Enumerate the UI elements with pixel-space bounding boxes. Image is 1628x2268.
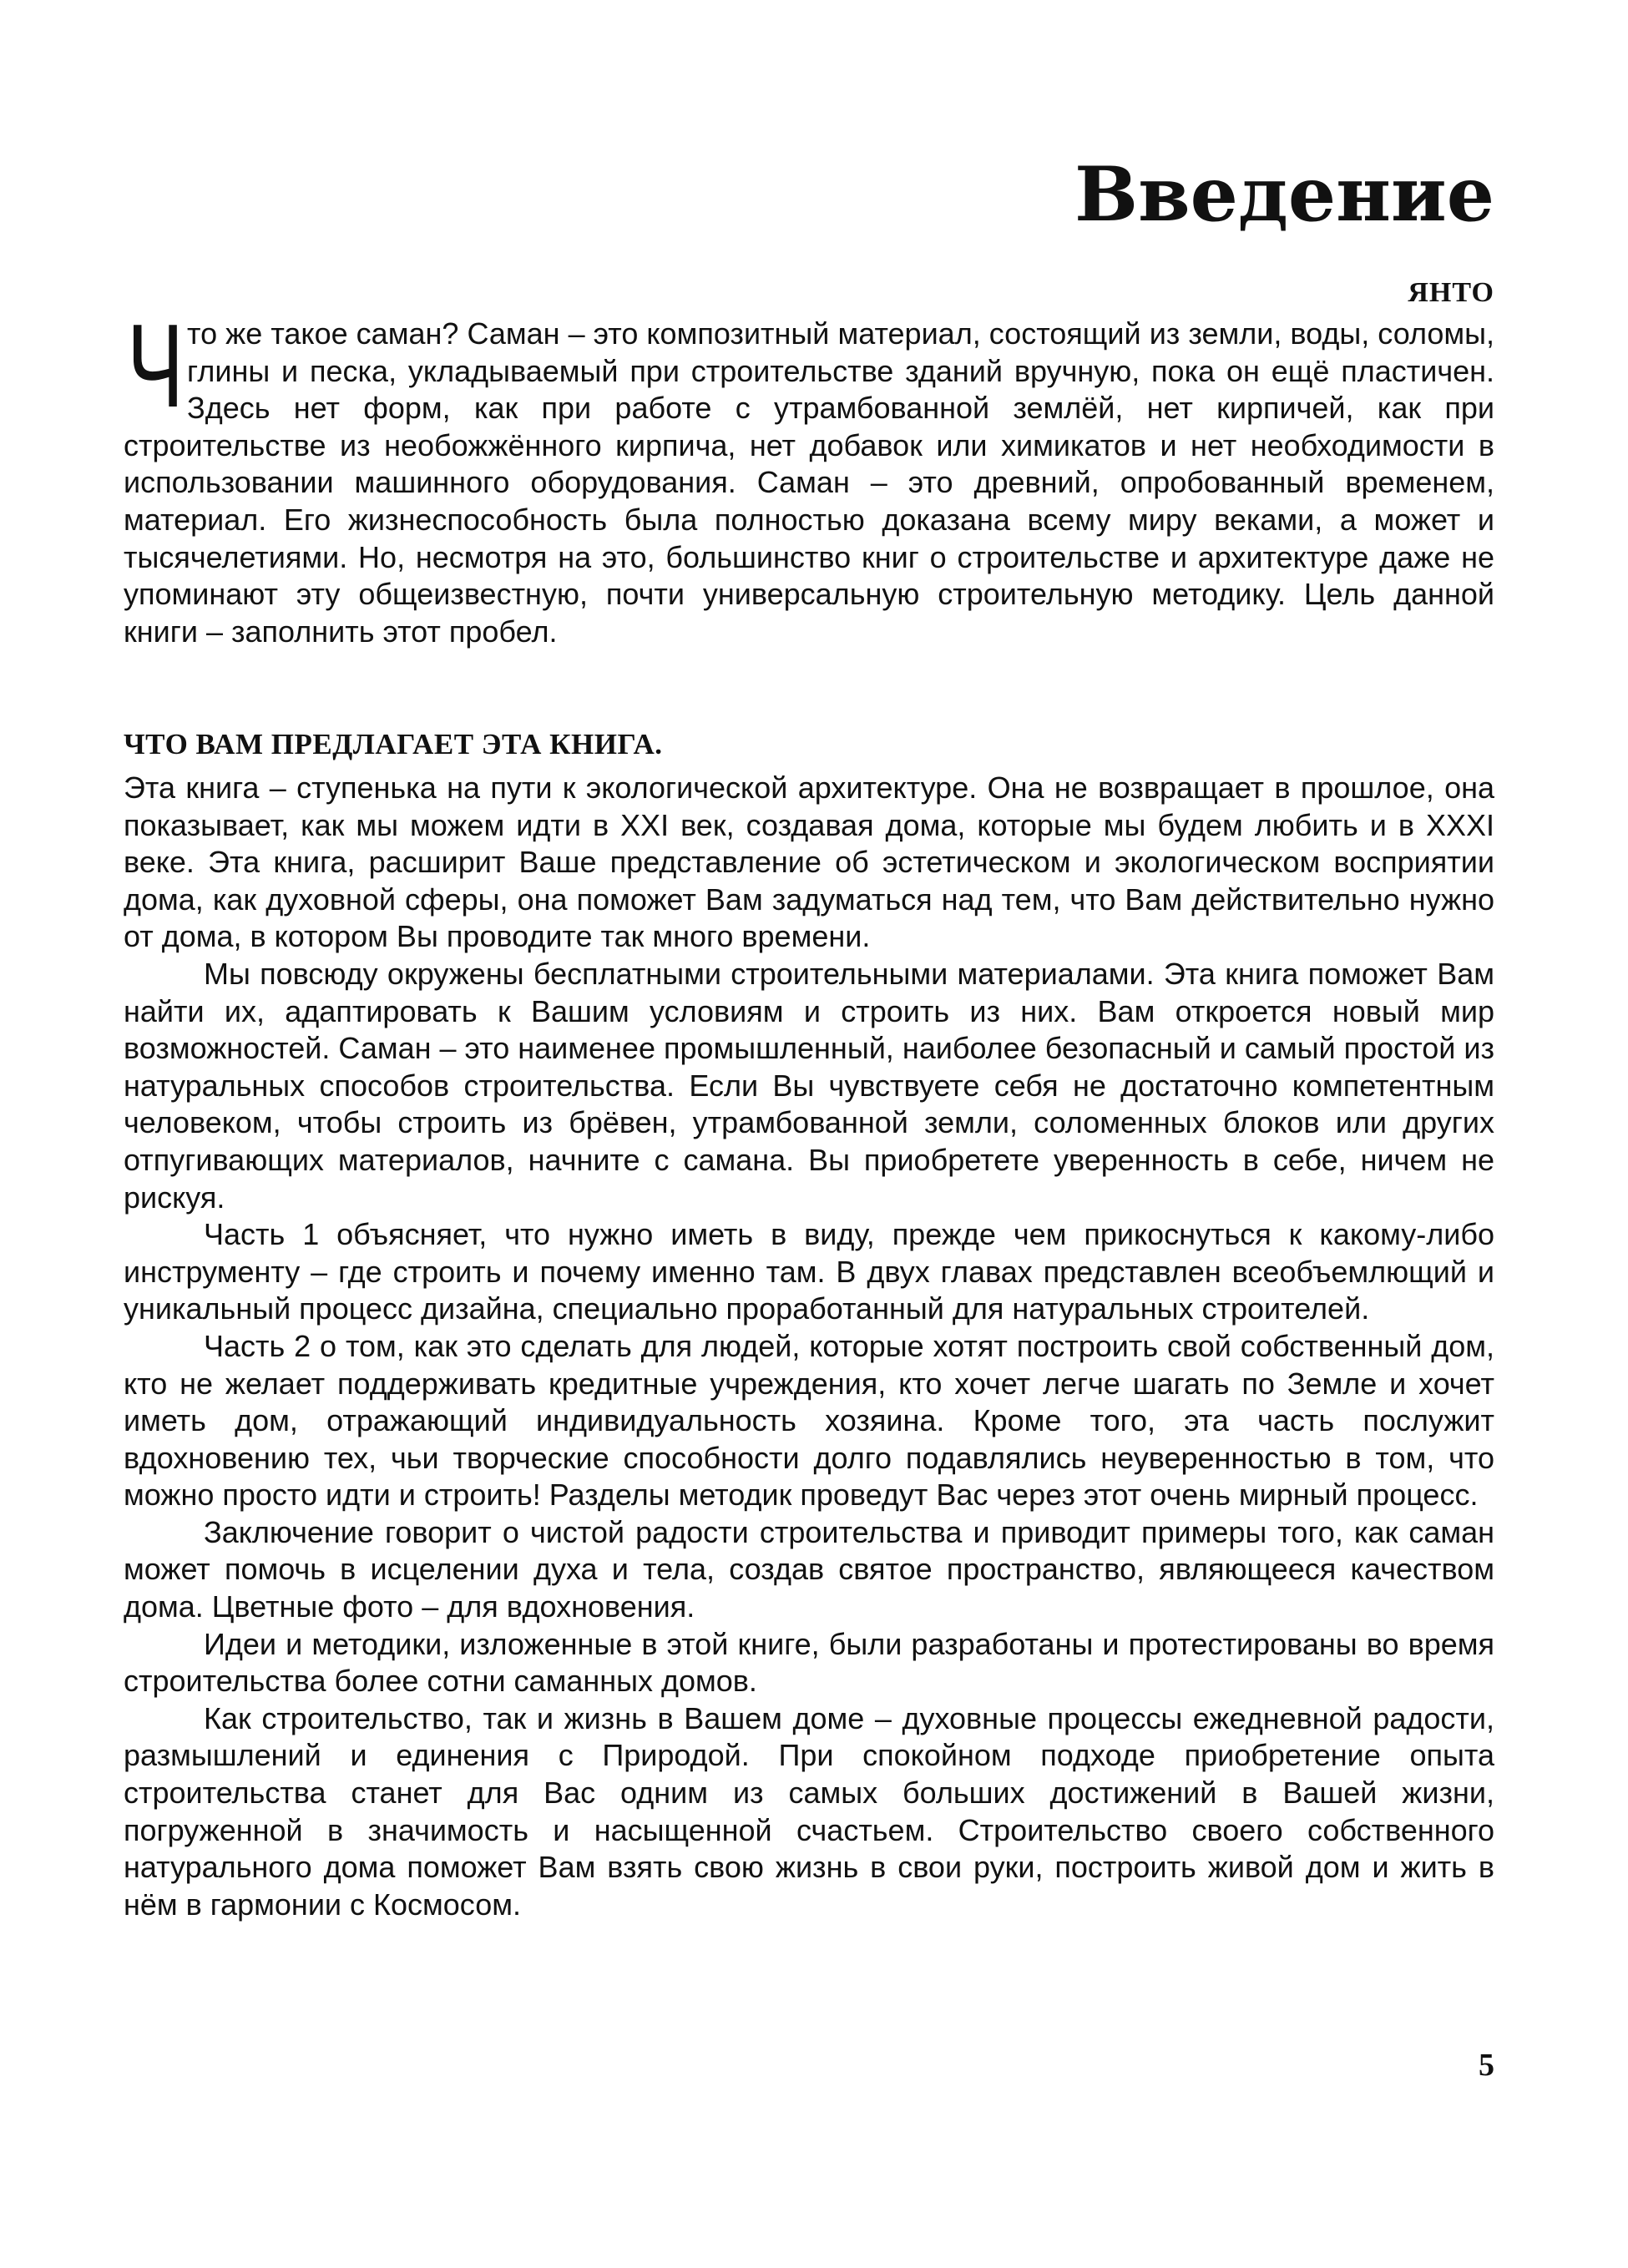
section-body <box>124 770 1494 1923</box>
body-paragraph: Часть 2 о том, как это сделать для людей, которые хотят построить свой собственный дом, кто не желает поддерживать кредитные учреждения, кто хочет легче шагать по Земле и хочет иметь дом, отражающий индивидуальность хозяина. Кроме того, эта часть послужит вдохновению тех, чьи творческие способности долго подавлялись неуверенностью в том, что можно просто идти и строить! Разделы методик проведут Вас через этот очень мирный процесс. <box>124 1328 1494 1513</box>
author-name: ЯНТО <box>1408 277 1494 308</box>
intro-paragraph <box>124 300 1494 650</box>
body-paragraph: Мы повсюду окружены бесплатными строительными материалами. Эта книга поможет Вам найти их, адаптировать к Вашим условиям и строить из них. Вам откроется новый мир возможностей. Саман – это наименее промышленный, наиболее безопасный и самый простой из натуральных способов строительства. Если Вы чувствуете себя не достаточно компетентным человеком, чтобы строить из брёвен, утрамбованной земли, соломенных блоков или других отпугивающих материалов, начните с самана. Вы приобретете уверенность в себе, ничем не рискуя. <box>124 956 1494 1215</box>
body-paragraph: Эта книга – ступенька на пути к экологической архитектуре. Она не возвращает в прошлое, она показывает, как мы можем идти в XXI век, создавая дома, которые мы будем любить и в XXXI веке. Эта книга, расширит Ваше представление об эстетическом и экологическом восприятии дома, как духовной сферы, она поможет Вам задуматься над тем, что Вам действительно нужно от дома, в котором Вы проводите так много времени. <box>124 770 1494 954</box>
section-heading: ЧТО ВАМ ПРЕДЛАГАЕТ ЭТА КНИГА. <box>124 728 663 760</box>
drop-cap: Ч <box>127 300 185 432</box>
intro-text: то же такое саман? Саман – это композитный материал, состоящий из земли, воды, соломы, глины и песка, укладываемый при строительстве зданий вручную, пока он ещё пластичен. Здесь нет форм, как при работе с утрамбованной землёй, нет кирпичей, как при строительстве из необожжённого кирпича, нет добавок или химикатов и нет необходимости в использовании машинного оборудования. Саман – это древний, опробованный временем, материал. Его жизнеспособность была полностью доказана всему миру веками, а может и тысячелетиями. Но, несмотря на это, большинство книг о строительстве и архитектуре даже не упоминают эту общеизвестную, почти универсальную строительную методику. Цель данной книги – заполнить этот пробел. <box>124 316 1494 649</box>
body-paragraph: Как строительство, так и жизнь в Вашем доме – духовные процессы ежедневной радости, размышлений и единения с Природой. При спокойном подходе приобретение опыта строительства станет для Вас одним из самых больших достижений в Вашей жизни, погруженной в значимость и насыщенной счастьем. Строительство своего собственного натурального дома поможет Вам взять свою жизнь в свои руки, построить живой дом и жить в нём в гармонии с Космосом. <box>124 1700 1494 1922</box>
chapter-title: Введение <box>1074 150 1494 239</box>
body-paragraph: Заключение говорит о чистой радости строительства и приводит примеры того, как саман может помочь в исцелении духа и тела, создав святое пространство, являющееся качеством дома. Цветные фото – для вдохновения. <box>124 1514 1494 1624</box>
body-paragraph: Часть 1 объясняет, что нужно иметь в виду, прежде чем прикоснуться к какому-либо инструменту – где строить и почему именно там. В двух главах представлен всеобъемлющий и уникальный процесс дизайна, специально проработанный для натуральных строителей. <box>124 1217 1494 1326</box>
body-paragraph: Идеи и методики, изложенные в этой книге, были разработаны и протестированы во время строительства более сотни саманных домов. <box>124 1626 1494 1699</box>
page-number: 5 <box>1479 2048 1494 2083</box>
